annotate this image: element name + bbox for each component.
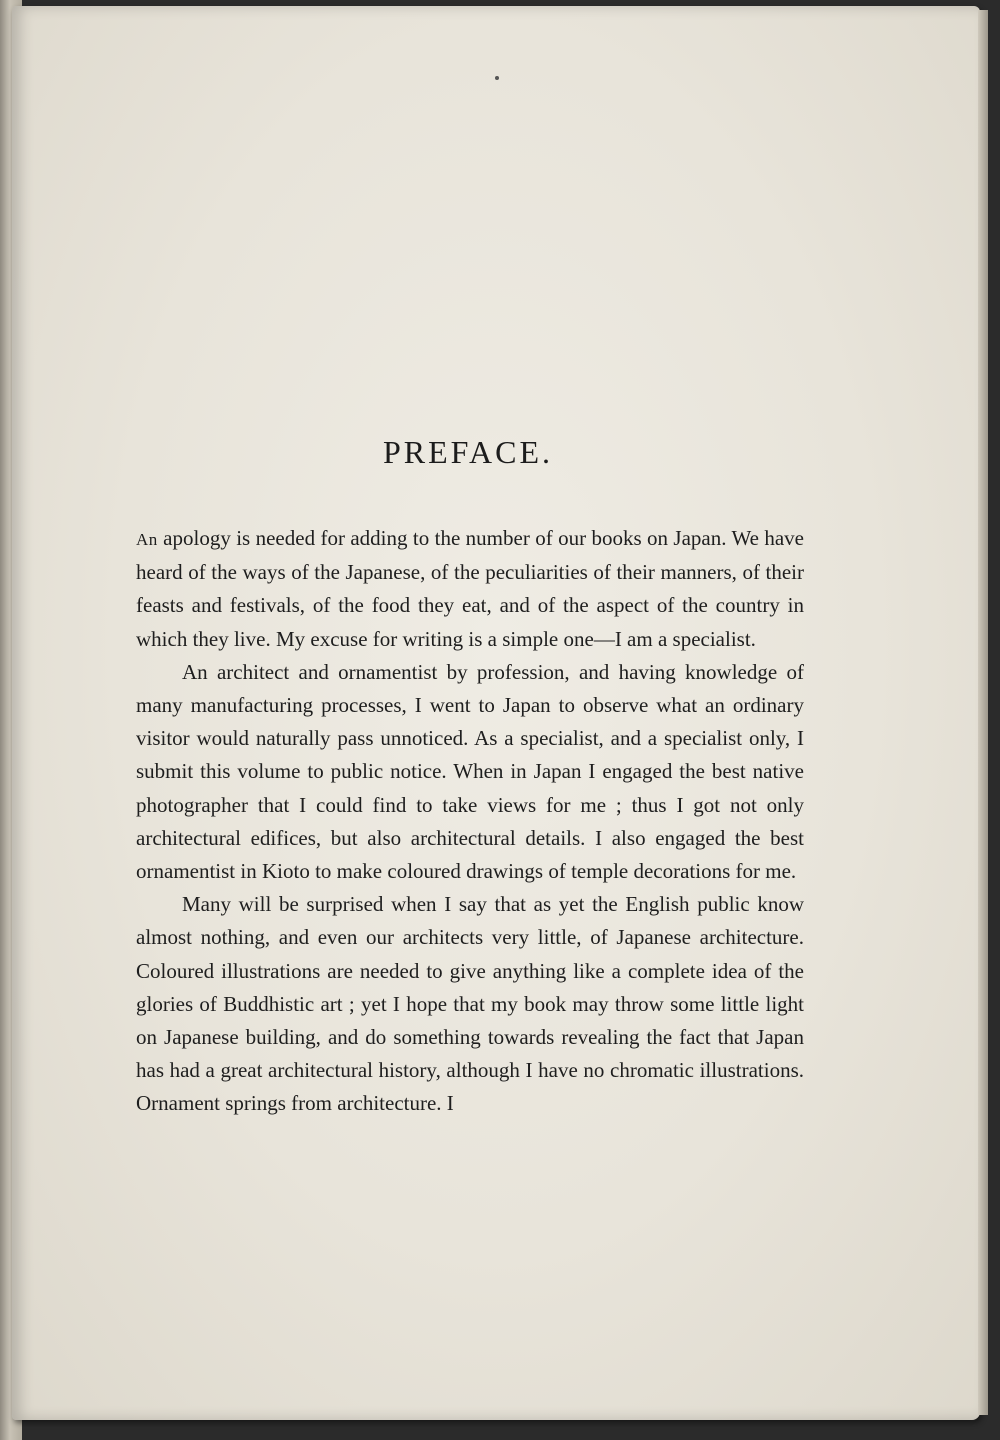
preface-body xyxy=(136,522,804,1121)
page-edge xyxy=(978,10,988,1415)
paragraph-1-text: apology is needed for adding to the number of our books on Japan. We have heard of the ways of the Japanese, of the peculiarities of their manners, of their feasts and festivals, of the food they eat, and of the aspect of the country in which they live. My excuse for writing is a simple one—I am a specialist. xyxy=(136,526,804,651)
paragraph-1 xyxy=(136,522,804,656)
paragraph-3: Many will be surprised when I say that as yet the English public know almost nothing, and even our architects very little, of Japanese architecture. Coloured illustrations are needed to give anything like a complete idea of the glories of Buddhistic art ; yet I hope that my book may throw some little light on Japanese building, and do something towards revealing the fact that Japan has had a great architectural history, although I have no chromatic illustrations. Ornament springs from architecture. I xyxy=(136,892,804,1116)
page-title: PREFACE. xyxy=(382,434,554,470)
lead-small-caps: An xyxy=(136,530,158,549)
paper-speck xyxy=(495,76,499,80)
book-page xyxy=(12,6,980,1420)
paragraph-2: An architect and ornamentist by profession, and having knowledge of many manufacturing processes, I went to Japan to observe what an ordinary visitor would naturally pass unnoticed. As a specialist, and a specialist only, I submit this volume to public notice. When in Japan I engaged the best native photographer that I could find to take views for me ; thus I got not only architectural edifices, but also architectural details. I also engaged the best ornamentist in Kioto to make coloured drawings of temple decorations for me. xyxy=(136,659,804,884)
